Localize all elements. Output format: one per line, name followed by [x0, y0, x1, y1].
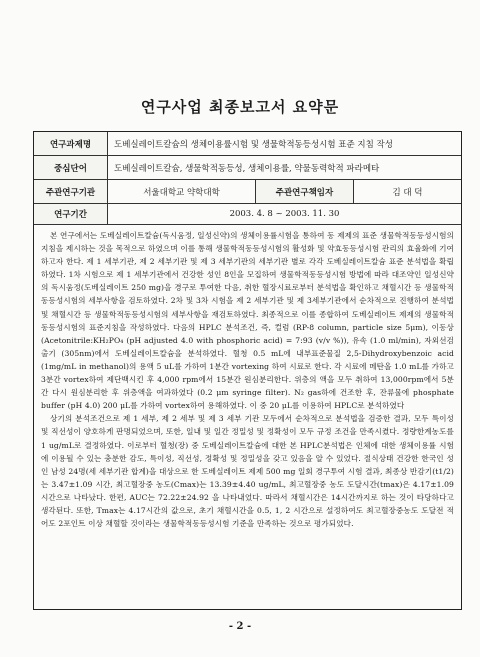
- org-label: 주관연구기관: [34, 180, 108, 203]
- pi-value: 김 대 덕: [392, 187, 423, 198]
- period-label: 연구기간: [34, 204, 108, 224]
- project-value: 도베실레이트칼슘의 생체이용률시험 및 생물학적동등성시험 표준 지침 작성: [114, 139, 393, 150]
- summary-paragraph-1: 본 연구에서는 도베실레이트칼슘(독시움정, 일성신약)의 생체이용률시험을 통하여 동 제제의 표준 생물학적동등성시험의 지침을 제시하는 것을 목적으로 하였으며 이를 통해 생물학적동등성시험의 활성화 및 약효동등성시험 관리의 효율화에 기여하고자 한다. 제 1 세부기관, 제 2 세부기관 및 제 3 세부기관의 세부기관 별로 각각 도베실레이트칼슘 표준 분석법을 확립하였다. 1차 시험으로 제 1 세부기관에서 건강한 성인 8인을 모집하여 생물학적동등성시험 방법에 따라 대조약인 일성신약의 독시움정(도베실레이트 250 mg)을 경구로 투여한 다음, 취한 혈장시료로부터 분석법을 확인하고 채혈시간 등 생물학적동등성시험의 세부사항을 검토하였다. 2차 및 3차 시험을 제 2 세부기관 및 제 3세부기관에서 순차적으로 진행하여 분석법 및 채혈시간 등 생물학적동등성시험의 세부사항을 재검토하였다. 최종적으로 이를 종합하여 도베실레이트 제제의 생물학적동등성시험의 표준지침을 작성하였다. 다음의 HPLC 분석조건, 즉, 컬럼 (RP-8 column, particle size 5μm), 이동상 (Acetonitrile:KH₂PO₄ (pH adjusted 4.0 with phosphoric acid) = 7:93 (v/v %)), 유속 (1.0 ml/min), 자외선검출기 (305nm)에서 도베실레이트칼슘을 분석하였다. 혈청 0.5 mL에 내부표준물질 2,5-Dihydroxybenzoic acid (1mg/mL in methanol)의 용액 5 uL를 가하여 1분간 vortexing 하여 시료로 한다. 각 시료에 메탄올 1.0 mL를 가하고 3분간 vortex하여 제단백시킨 후 4,000 rpm에서 15분간 원심분리한다. 위층의 액을 모두 취하여 13,000rpm에서 5분간 다시 원심분리한 후 위층액을 여과하였다 (0.2 μm syringe filter). N₂ gas하에 건조한 후, 잔류물에 phosphate buffer (pH 4.0) 200 μL를 가하여 vortex하여 용해하였다. 이 중 20 μL를 이용하여 HPLC로 분석하였다: [41, 231, 454, 411]
- page-title: 연구사업 최종보고서 요약문: [140, 98, 340, 116]
- pi-label: 주관연구책임자: [256, 180, 354, 203]
- summary-paragraph-2: 상기의 분석조건으로 제 1 세부, 제 2 세부 및 제 3 세부 기관 모두에서 순차적으로 분석법을 검증한 결과, 모두 특이성 및 직선성이 양호하게 판명되었으며, 또한, 일내 및 일간 정밀성 및 정확성이 모두 규정 조건을 만족시켰다. 정량한계농도를 1 ug/mL로 결정하였다. 이로부터 혈청(장) 중 도베실레이트칼슘에 대한 본 HPLC분석법은 인체에 대한 생체이용률 시험에 이용될 수 있는 충분한 감도, 특이성, 직선성, 정확성 및 정밀성을 갖고 있음을 알 수 있었다. 절식상태 건강한 한국인 성인 남성 24명(세 세부기관 합계)을 대상으로 한 도베실레이트 제제 500 mg 일회 경구투여 시험 결과, 최종상 반감기(t1/2)는 3.47±1.09 시간, 최고혈장중 농도(Cmax)는 13.39±4.40 ug/mL, 최고혈장중 농도 도달시간(tmax)은 4.17±1.09 시간으로 나타났다. 한편, AUC는 72.22±24.92 을 나타내었다. 따라서 채혈시간은 14시간까지로 하는 것이 타당하다고 생각된다. 또한, Tmax는 4.17시간의 값으로, 초기 채혈시간을 0.5, 1, 2 시간으로 설정하여도 최고혈장중농도 도달전 적어도 2포인트 이상 채혈할 것이라는 생물학적동등성시험 기준을 만족하는 것으로 평가되었다.: [41, 414, 454, 529]
- keyword-label: 중심단어: [34, 156, 108, 179]
- row-org: [34, 180, 461, 204]
- keyword-value: 도베실레이트칼슘, 생물학적동등성, 생체이용률, 약물동력학적 파라메타: [114, 163, 380, 174]
- summary-body: [34, 225, 461, 530]
- page-number: - 2 -: [228, 621, 252, 632]
- period-value: 2003. 4. 8 ~ 2003. 11. 30: [229, 209, 340, 219]
- project-label: 연구과제명: [34, 132, 108, 155]
- summary-table: [33, 131, 462, 610]
- row-period: [34, 204, 461, 225]
- row-project: [34, 132, 461, 156]
- row-keyword: [34, 156, 461, 180]
- org-value: 서울대학교 약학대학: [108, 180, 256, 203]
